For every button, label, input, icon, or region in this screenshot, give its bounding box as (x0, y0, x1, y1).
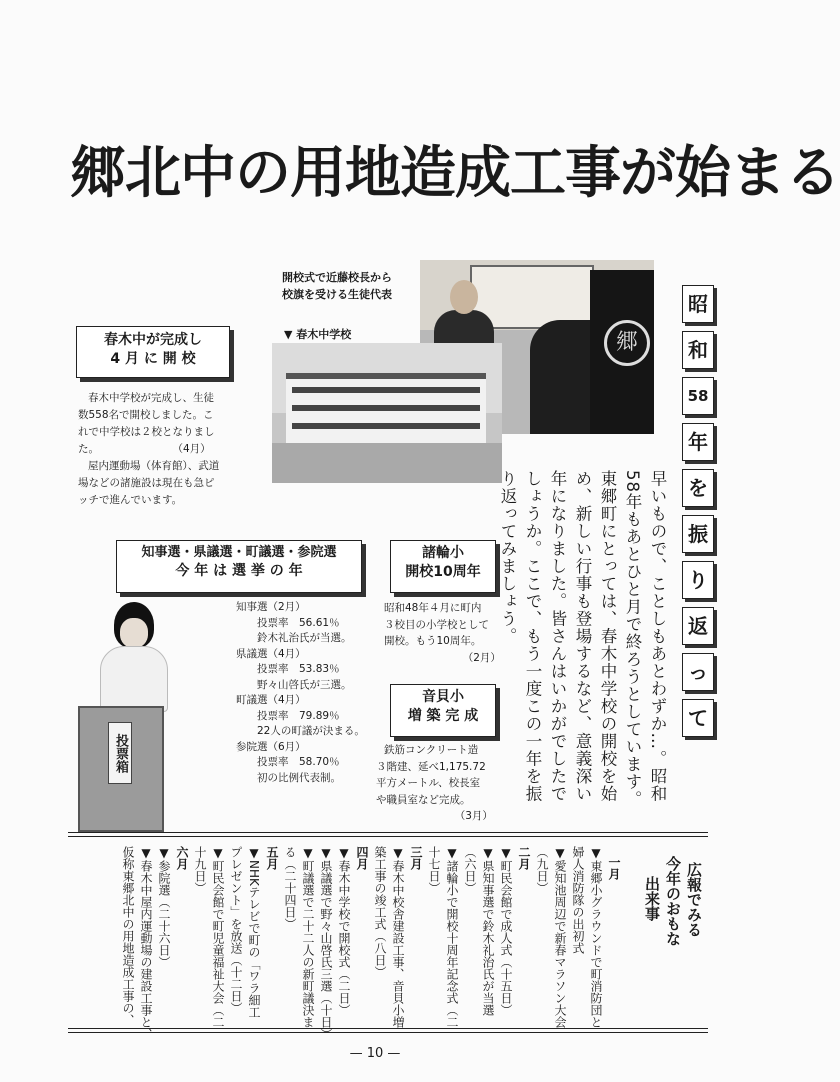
flag-emblem: 郷 (604, 320, 650, 366)
text-line: 初の比例代表制。 (236, 771, 341, 784)
chronicle-title-line: 今年のおもな (664, 856, 682, 946)
title-char: を (682, 469, 714, 507)
caption-line: 校旗を受ける生徒代表 (282, 287, 392, 301)
furikaeri-body: 早いもので、ことしもあとわずか…。昭和58年もあとひと月で終ろうとしています。東郷町にとっては、春木中学校の開校を始め、新しい行事も登場するなど、意義深い年になりました。皆さんはいかがでしたでしょうか。ここで、もう一度この一年を振り返ってみましょう。 (498, 470, 667, 808)
chronicle-title (640, 856, 704, 1016)
chronicle-entry: 三月 (409, 846, 423, 870)
chronicle-entry: ▼春木中屋内運動場の建設工事と、 (139, 846, 153, 1040)
title-char: 58 (682, 377, 714, 415)
caption-school: ▼ 春木中学校 (284, 328, 352, 341)
chronicle-entry: 十九日） (193, 846, 207, 894)
text-line: 投票率 58.70％ (236, 756, 340, 768)
title-char: 和 (682, 331, 714, 369)
text-line: や職員室など完成。 (376, 793, 471, 806)
chronicle-entry: 一月 (607, 856, 621, 880)
chronicle-entry: ▼NHKテレビで町の「ワラ細工 (247, 846, 261, 1018)
chronicle-entry: 二月 (517, 846, 531, 870)
elections-text (236, 600, 366, 786)
chronicle-entry: ▼県議選で野々山啓氏三選（十日） (319, 846, 333, 1040)
text-line: 開校。もう10周年。 (384, 635, 482, 647)
text-line: （2月） (384, 651, 501, 664)
frame-top-line (68, 832, 708, 833)
moro-text (384, 600, 512, 666)
otogai-heading (390, 684, 496, 737)
frame-bottom-line (68, 1028, 708, 1029)
chronicle-list (70, 846, 630, 1040)
text-line: 場などの諸施設は現在も急ピ (78, 477, 215, 489)
heading-line: 春木中が完成し (104, 332, 202, 348)
chronicle-entry: ▼愛知池周辺で新春マラソン大会 (553, 846, 567, 1028)
text-line: 屋内運動場（体育館）、武道 (88, 460, 220, 472)
chronicle-title-line: 広報でみる (685, 862, 703, 937)
chronicle-entry: る（二十四日） (283, 846, 297, 930)
harugi-heading (76, 326, 230, 378)
elections-heading (116, 540, 362, 593)
heading-line: 増 築 完 成 (407, 707, 479, 724)
moro-heading (390, 540, 496, 593)
text-line: （3月） (376, 810, 493, 822)
title-char: 年 (682, 423, 714, 461)
chronicle-entry: ▼町議選で二十二人の新町議決ま (301, 846, 315, 1028)
chronicle-entry: （九日） (535, 846, 549, 894)
harugi-text (78, 390, 258, 509)
chronicle-entry: ▼春木中校舎建設工事、音貝小増 (391, 846, 405, 1028)
text-line: 県議選（4月） (236, 647, 306, 660)
text-line: 昭和48年４月に町内 (384, 602, 482, 614)
chronicle-entry: プレゼント」を放送（十二日） (229, 846, 243, 1014)
heading-line: 音貝小 (422, 689, 464, 705)
chronicle-title-line: 出来事 (643, 876, 661, 921)
text-line: 春木中学校が完成し、生徒 (88, 392, 214, 404)
heading-line: 4 月 に 開 校 (110, 350, 196, 367)
title-char: 振 (682, 515, 714, 553)
text-line: 投票率 53.83％ (236, 663, 340, 675)
chronicle-entry: 五月 (265, 846, 279, 870)
title-char: 昭 (682, 285, 714, 323)
text-line: 22人の町議が決まる。 (236, 725, 365, 737)
chronicle-entry: 仮称東郷北中の用地造成工事の、 (121, 846, 135, 1026)
ballot-box (78, 706, 164, 832)
text-line: 野々山啓氏が三選。 (236, 678, 352, 691)
page-number: — 10 — (349, 1046, 401, 1061)
voting-photo (74, 598, 170, 830)
text-line: ３校目の小学校として (384, 618, 489, 631)
text-line: 参院選（6月） (236, 740, 306, 753)
title-char: っ (682, 653, 714, 691)
text-line: 数558名で開校しました。こ (78, 409, 214, 421)
chronicle-entry: （六日） (463, 846, 477, 894)
text-line: ッチで進んでいます。 (78, 494, 183, 506)
title-char: 返 (682, 607, 714, 645)
text-line: 鉄筋コンクリート造 (384, 744, 479, 756)
frame-bottom-line-inner (68, 1032, 708, 1033)
caption-flag-ceremony (282, 270, 392, 303)
text-line: れで中学校は２校となりまし (78, 426, 215, 438)
chronicle-entry: ▼諸輪小で開校十周年記念式（二 (445, 846, 459, 1028)
chronicle-entry: 婦人消防隊の出初式 (571, 846, 585, 954)
heading-line: 今 年 は 選 挙 の 年 (175, 562, 303, 579)
chronicle-entry: 十七日） (427, 846, 441, 894)
chronicle-entry: 六月 (175, 846, 189, 870)
heading-line: 諸輪小 (422, 545, 464, 561)
title-char: り (682, 561, 714, 599)
title-char: て (682, 699, 714, 737)
chronicle-entry: 四月 (355, 846, 369, 870)
chronicle-entry: ▼県知事選で鈴木礼治氏が当選 (481, 846, 495, 1016)
text-line: ３階建、延べ1,175.72 (376, 760, 486, 773)
chronicle-entry: 築工事の竣工式（八日） (373, 846, 387, 978)
text-line: 投票率 79.89％ (236, 709, 340, 722)
text-line: た。 （4月） (78, 443, 211, 455)
frame-top-line-inner (68, 836, 708, 837)
ballot-box-label: 投票箱 (108, 722, 132, 784)
furikaeri-title (682, 285, 718, 745)
otogai-text (376, 742, 514, 825)
caption-line: 開校式で近藤校長から (282, 271, 392, 284)
page-title: 郷北中の用地造成工事が始まる (70, 141, 840, 206)
heading-line: 開校10周年 (405, 563, 481, 580)
text-line: 鈴木礼治氏が当選。 (236, 632, 352, 644)
heading-line: 知事選・県議選・町議選・参院選 (141, 545, 337, 560)
school-building-photo (272, 343, 502, 483)
text-line: 投票率 56.61％ (236, 616, 340, 629)
chronicle-entry: ▼町民会館で町児童福祉大会（二 (211, 846, 225, 1028)
text-line: 平方メートル、校長室 (376, 777, 481, 789)
chronicle-entry: ▼春木中学校で開校式（二日） (337, 846, 351, 1016)
chronicle-entry: ▼参院選（二十六日） (157, 846, 171, 968)
chronicle-entry: ▼東郷小グラウンドで町消防団と (589, 846, 603, 1028)
text-line: 町議選（4月） (236, 694, 306, 706)
text-line: 知事選（2月） (236, 601, 306, 613)
chronicle-entry: ▼町民会館で成人式（十五日） (499, 846, 513, 1016)
